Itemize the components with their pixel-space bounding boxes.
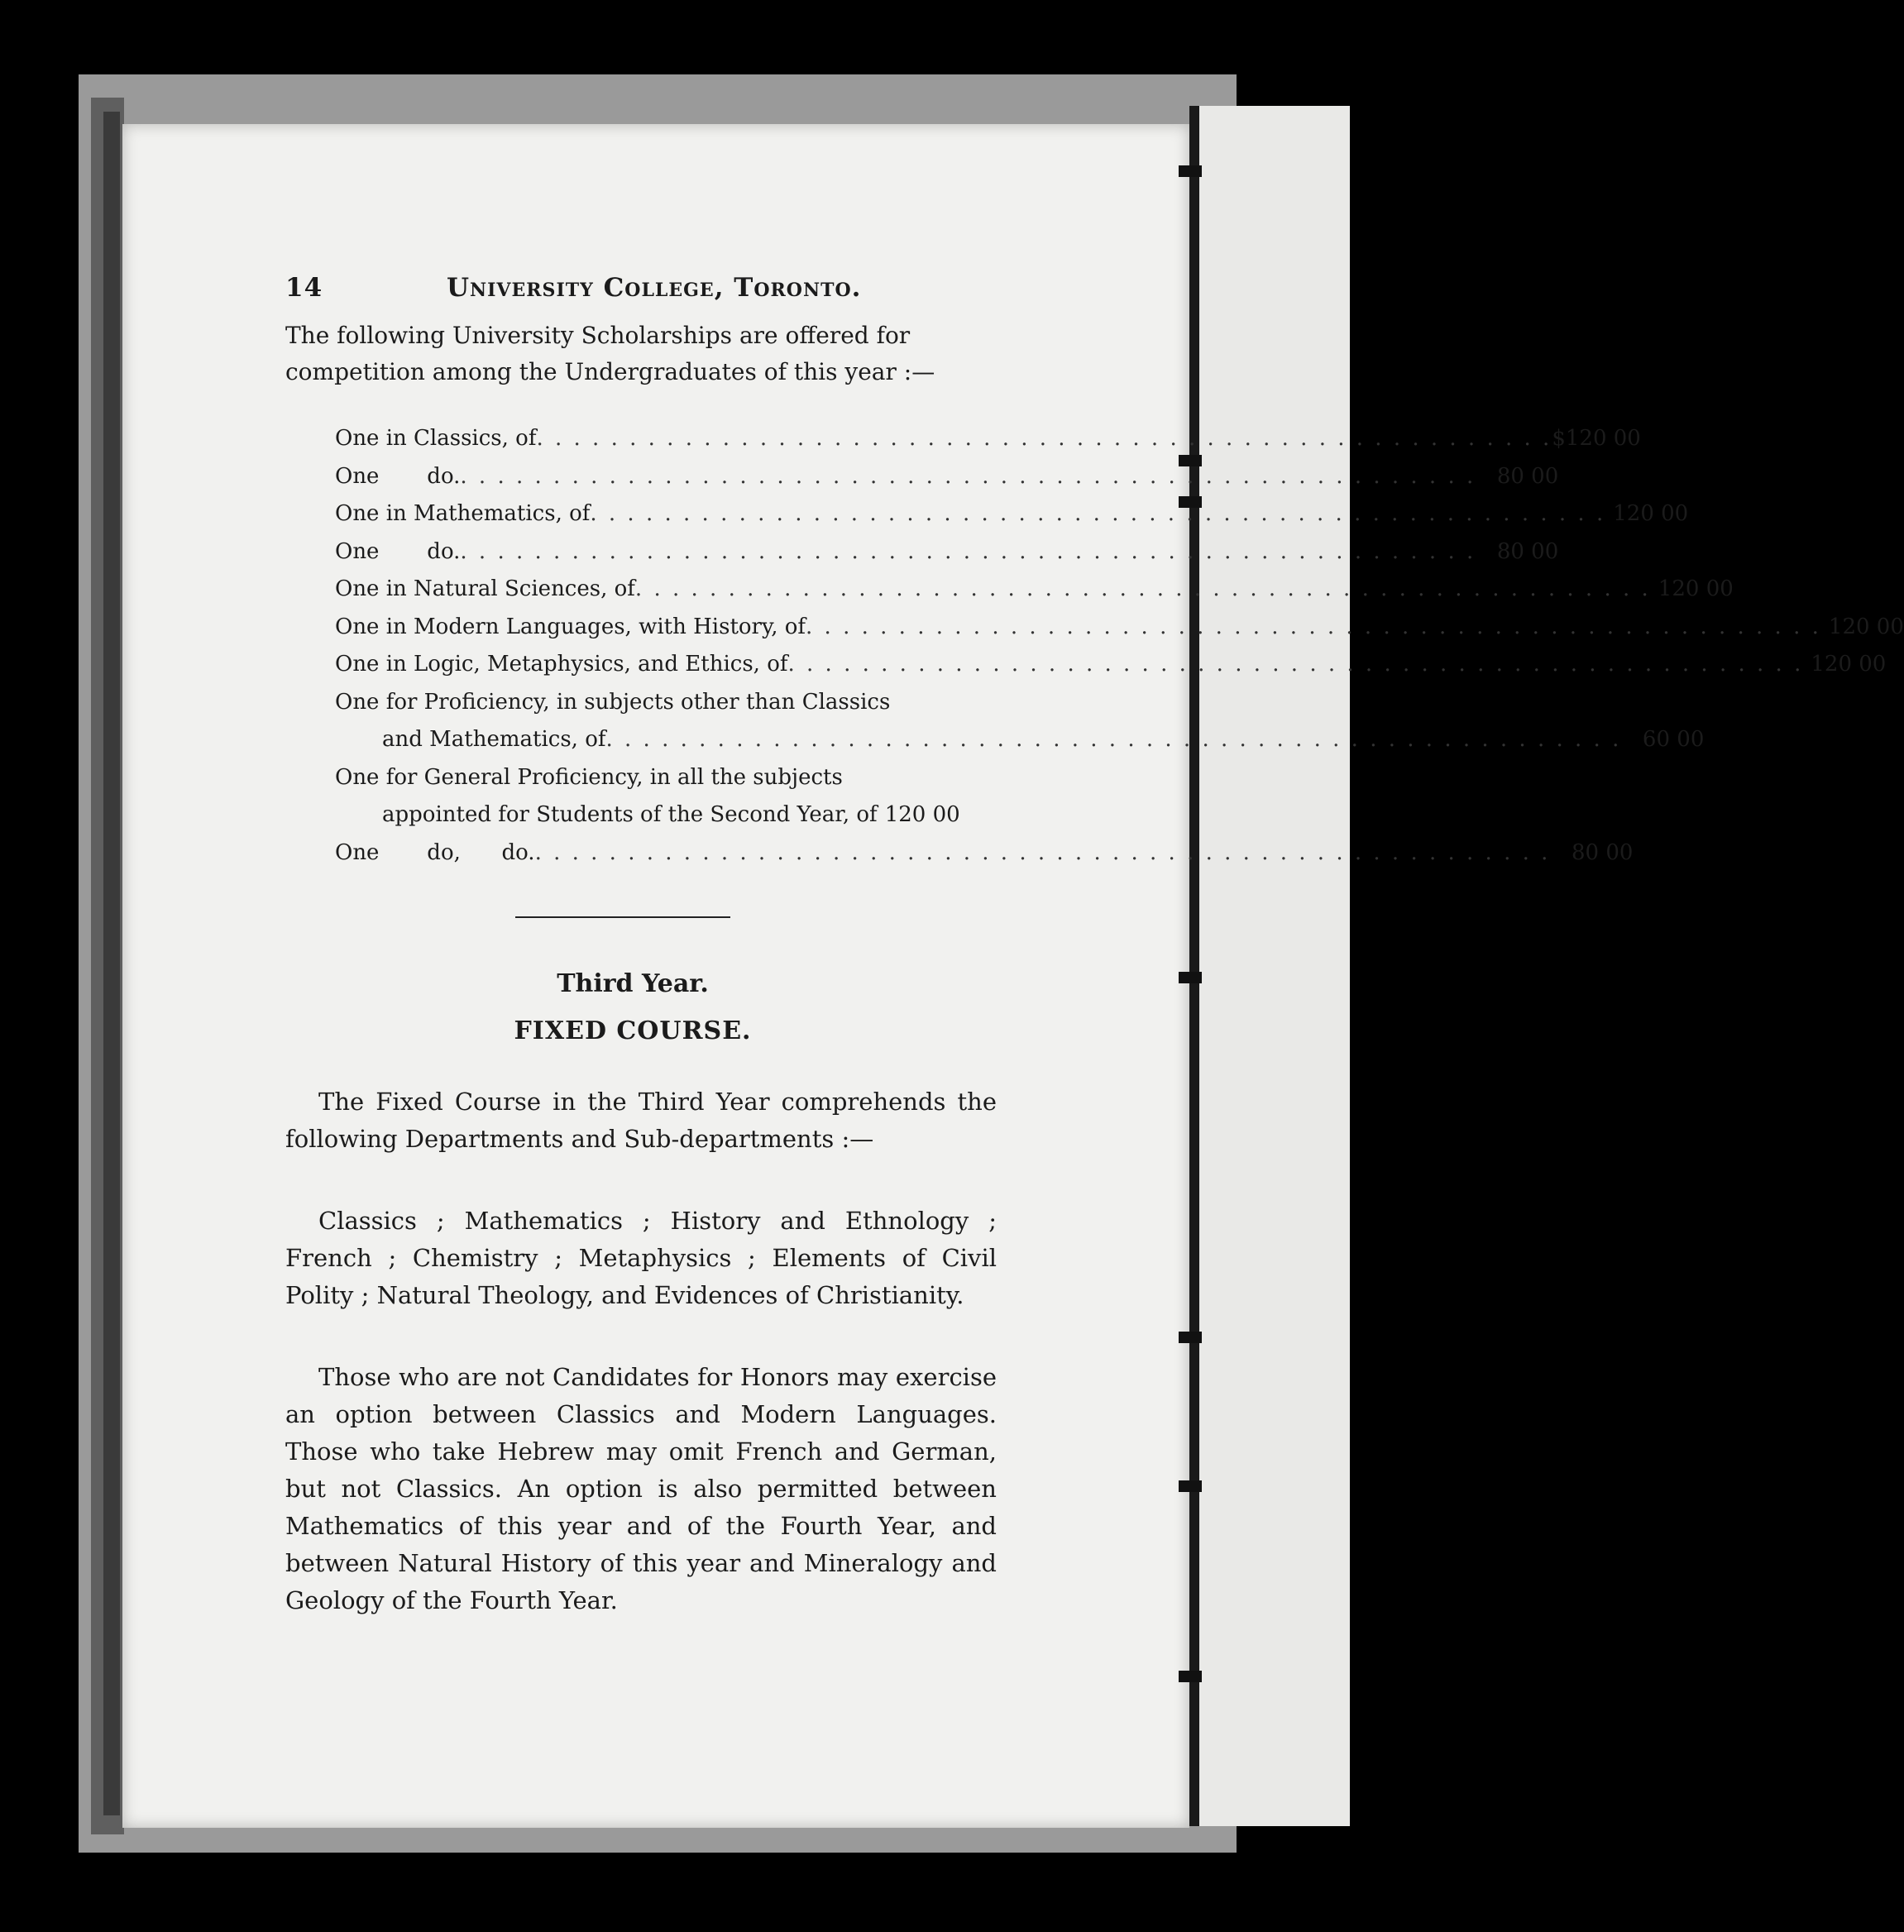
dot-leader: . . . . . . . . . . . . . . . . . . . . . . . . . . . . . . . . . . . . . . . . . . . . . . . . . . . . . . . — [590, 501, 1606, 526]
scholarship-row — [335, 495, 1689, 533]
scholarship-amount: 120 00 — [1828, 614, 1904, 639]
scholarship-row — [335, 458, 1559, 496]
scholarship-label: One in Modern Languages, with History, of — [335, 614, 806, 639]
scholarship-label: One for General Proficiency, in all the subjects — [335, 764, 843, 790]
running-head — [285, 273, 997, 303]
binding-stitch — [1179, 1332, 1202, 1343]
binding-stitch — [1179, 1480, 1202, 1492]
body-paragraph: The Fixed Course in the Third Year comprehends the following Departments and Sub-departments :— — [285, 1088, 997, 1153]
course-heading: FIXED COURSE. — [514, 1016, 752, 1045]
year-heading: Third Year. — [557, 969, 709, 998]
dot-leader: . . . . . . . . . . . . . . . . . . . . . . . . . . . . . . . . . . . . . . . . . . . . . . . . . . . . . . . — [536, 426, 1552, 451]
scholarship-amount — [890, 684, 973, 722]
scholarship-amount — [864, 759, 947, 797]
page-edge-shadow-inner — [103, 112, 120, 1815]
intro-paragraph: The following University Scholarships are offered for competition among the Undergraduates of this year :— — [285, 322, 935, 385]
binding-stitch — [1179, 165, 1202, 177]
scholarship-amount: 120 00 — [1658, 576, 1734, 601]
scholarship-row — [335, 834, 1634, 873]
scholarship-amount: 80 00 — [1496, 538, 1559, 564]
scholarship-label: One do, do. — [335, 839, 535, 865]
running-title: University College, Toronto. — [447, 273, 862, 303]
scholarship-row — [335, 684, 947, 722]
scholarship-label: One in Natural Sciences, of — [335, 576, 635, 601]
scholarship-label: One in Logic, Metaphysics, and Ethics, of — [335, 652, 788, 677]
dot-leader: . . . . . . . . . . . . . . . . . . . . . . . . . . . . . . . . . . . . . . . . . . . . . . . . . . . . . . . — [534, 839, 1551, 865]
book-binding — [1189, 106, 1199, 1826]
scholarship-label: and Mathematics, of — [382, 727, 606, 752]
scholarship-row — [335, 721, 1705, 759]
scholarship-label: One do. — [335, 538, 461, 564]
scholarship-amount: $120 00 — [1552, 426, 1641, 451]
scholarship-list — [335, 420, 1904, 872]
scholarship-row — [335, 796, 960, 834]
scholarship-row — [335, 646, 1887, 684]
dot-leader: . . . . . . . . . . . . . . . . . . . . . . . . . . . . . . . . . . . . . . . . . . . . . . . . . . . . . . . — [806, 614, 1821, 639]
scan-border — [1290, 83, 1350, 106]
scholarship-row — [335, 759, 947, 797]
scholarship-row — [335, 420, 1641, 458]
facing-page-edge — [1191, 106, 1350, 1826]
dot-leader: . . . . . . . . . . . . . . . . . . . . . . . . . . . . . . . . . . . . . . . . . . . . . . . . . . . . . . . — [787, 652, 1804, 677]
dot-leader: . . . . . . . . . . . . . . . . . . . . . . . . . . . . . . . . . . . . . . . . . . . . . . . . . . . . . . . — [460, 538, 1476, 564]
scholarship-label: One in Mathematics, of — [335, 501, 591, 526]
body-paragraph: Classics ; Mathematics ; History and Ethnology ; French ; Chemistry ; Metaphysics ; Elements of Civil Polity ; Natural Theology, and Evidences of Christianity. — [285, 1207, 997, 1309]
body-paragraph: Those who are not Candidates for Honors may exercise an option between Classics and Modern Languages. Those who take Hebrew may omit French and German, but not Classics. An option is also permitted between Mathematics of this year and of the Fourth Year, and between Natural History of this year and Mineralogy and Geology of the Fourth Year. — [285, 1363, 997, 1614]
scholarship-amount: 120 00 — [1613, 501, 1689, 526]
page-content — [285, 273, 1904, 1619]
scholarship-row — [335, 533, 1559, 571]
scholarship-label: appointed for Students of the Second Year, of — [382, 802, 878, 827]
scholarship-amount: 120 00 — [884, 802, 960, 827]
page-number: 14 — [285, 273, 323, 303]
section-divider — [515, 916, 730, 918]
dot-leader: . . . . . . . . . . . . . . . . . . . . . . . . . . . . . . . . . . . . . . . . . . . . . . . . . . . . . . . — [634, 576, 1651, 601]
scholarship-row — [335, 609, 1904, 647]
dot-leader: . . . . . . . . . . . . . . . . . . . . . . . . . . . . . . . . . . . . . . . . . . . . . . . . . . . . . . . — [460, 463, 1476, 489]
scholarship-amount: 80 00 — [1496, 463, 1559, 489]
scholarship-label: One in Classics, of — [335, 426, 537, 451]
scholarship-amount: 80 00 — [1571, 839, 1634, 865]
scholarship-amount: 120 00 — [1811, 652, 1887, 677]
scholarship-label: One do. — [335, 463, 461, 489]
scholarship-amount: 60 00 — [1642, 727, 1705, 752]
scholarship-label: One for Proficiency, in subjects other than Classics — [335, 689, 891, 715]
binding-stitch — [1179, 972, 1202, 983]
dot-leader: . . . . . . . . . . . . . . . . . . . . . . . . . . . . . . . . . . . . . . . . . . . . . . . . . . . . . . . — [605, 727, 1622, 752]
binding-stitch — [1179, 1671, 1202, 1682]
scholarship-row — [335, 571, 1734, 609]
